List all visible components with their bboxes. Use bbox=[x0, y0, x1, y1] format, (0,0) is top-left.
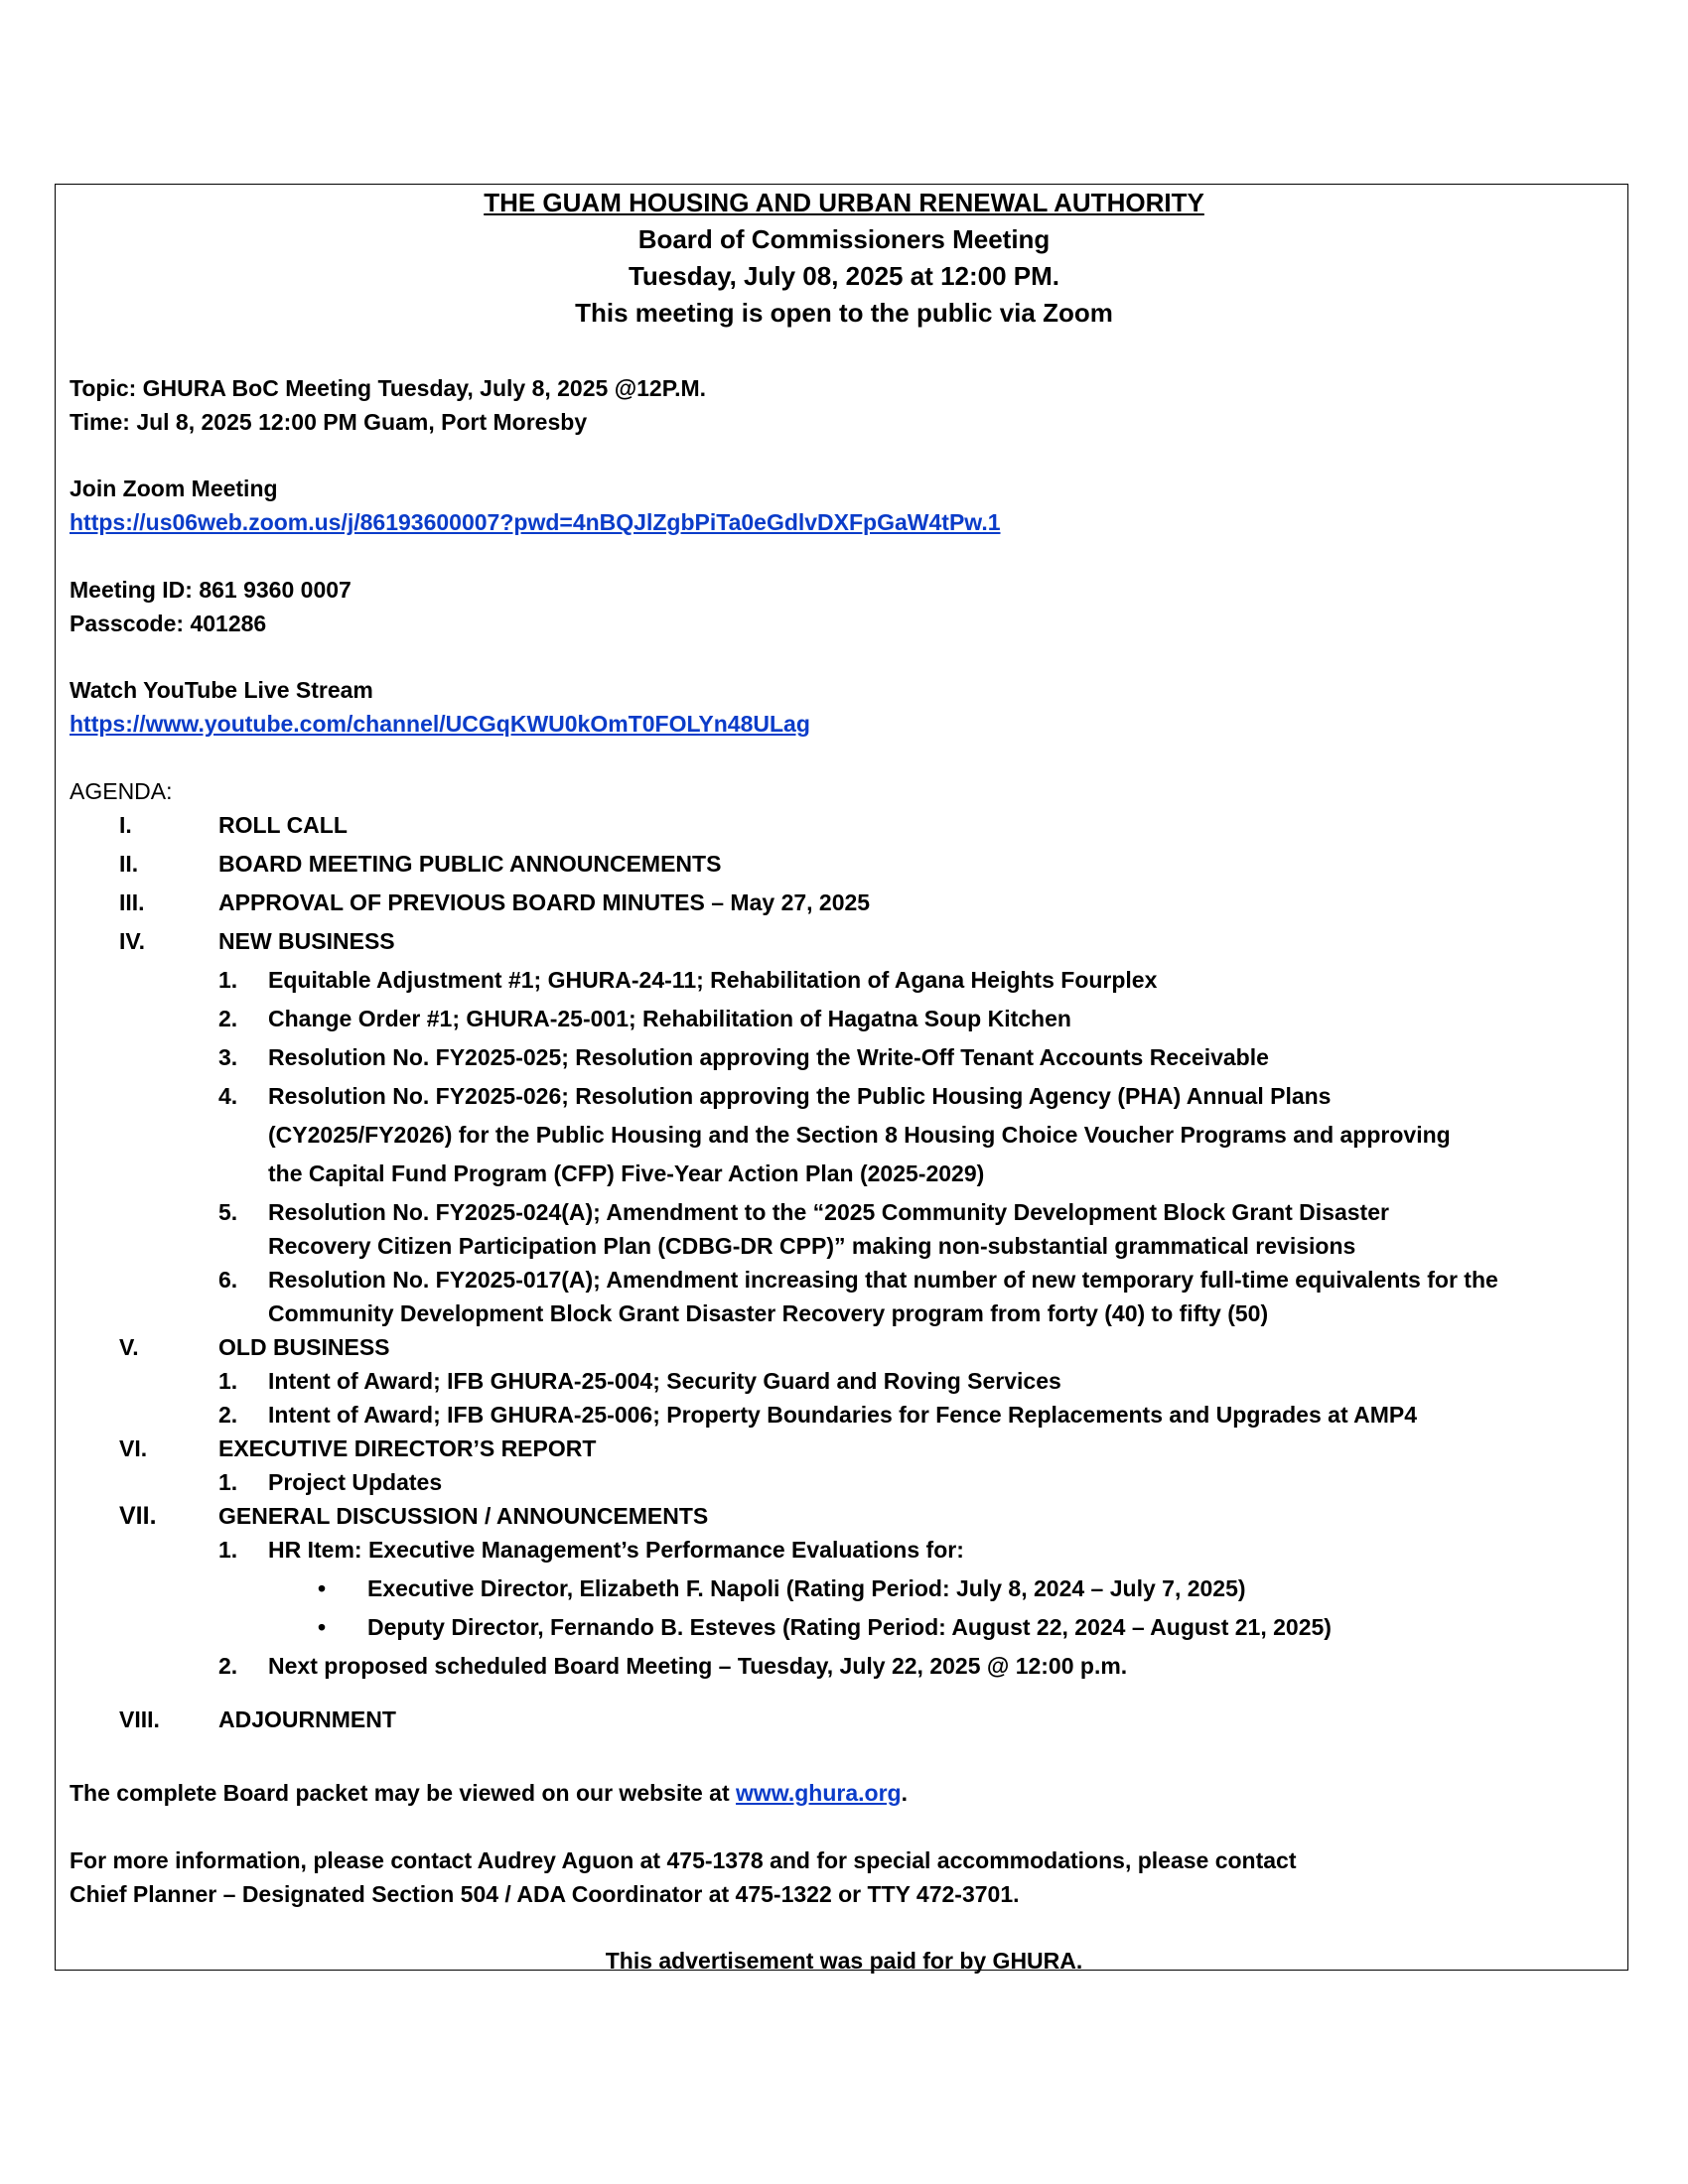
youtube-label: Watch YouTube Live Stream bbox=[70, 677, 373, 703]
general-discussion-subitem-2: Deputy Director, Fernando B. Esteves (Rating Period: August 22, 2024 – August 21, 2025) bbox=[367, 1614, 1332, 1640]
agenda-general-discussion: GENERAL DISCUSSION / ANNOUNCEMENTS bbox=[218, 1503, 709, 1529]
bullet-icon: • bbox=[318, 1575, 327, 1601]
new-business-item-4-line1: Resolution No. FY2025-026; Resolution approving the Public Housing Agency (PHA) Annual Plans bbox=[268, 1083, 1332, 1109]
youtube-link[interactable]: https://www.youtube.com/channel/UCGqKWU0kOmT0FOLYn48ULag bbox=[70, 711, 810, 737]
new-business-num-3: 3. bbox=[218, 1044, 238, 1070]
topic-line: Topic: GHURA BoC Meeting Tuesday, July 8, 2025 @12P.M. bbox=[70, 375, 707, 401]
new-business-item-2: Change Order #1; GHURA-25-001; Rehabilitation of Hagatna Soup Kitchen bbox=[268, 1006, 1071, 1031]
agenda-executive-report: EXECUTIVE DIRECTOR’S REPORT bbox=[218, 1435, 597, 1461]
agenda-old-business: OLD BUSINESS bbox=[218, 1334, 390, 1360]
agenda-num-iii: III. bbox=[119, 889, 145, 915]
new-business-num-6: 6. bbox=[218, 1267, 238, 1293]
time-line: Time: Jul 8, 2025 12:00 PM Guam, Port Moresby bbox=[70, 409, 588, 435]
board-packet-period: . bbox=[901, 1780, 908, 1806]
new-business-num-1: 1. bbox=[218, 967, 238, 993]
agenda-new-business: NEW BUSINESS bbox=[218, 928, 395, 954]
old-business-num-1: 1. bbox=[218, 1368, 238, 1394]
agenda-label: AGENDA: bbox=[70, 778, 173, 804]
new-business-item-1: Equitable Adjustment #1; GHURA-24-11; Rehabilitation of Agana Heights Fourplex bbox=[268, 967, 1158, 993]
meeting-title: Board of Commissioners Meeting bbox=[637, 224, 1051, 254]
old-business-item-1: Intent of Award; IFB GHURA-25-004; Security Guard and Roving Services bbox=[268, 1368, 1061, 1394]
contact-line-2: Chief Planner – Designated Section 504 / ADA Coordinator at 475-1322 or TTY 472-3701. bbox=[70, 1881, 1020, 1907]
meeting-id: Meeting ID: 861 9360 0007 bbox=[70, 577, 352, 603]
agenda-num-vi: VI. bbox=[119, 1435, 148, 1461]
general-discussion-item-1: HR Item: Executive Management’s Performance Evaluations for: bbox=[268, 1537, 964, 1563]
agenda-num-viii: VIII. bbox=[119, 1706, 160, 1732]
old-business-item-2: Intent of Award; IFB GHURA-25-006; Property Boundaries for Fence Replacements and Upgrades at AMP4 bbox=[268, 1402, 1418, 1428]
board-packet-text: The complete Board packet may be viewed on our website at bbox=[70, 1780, 737, 1806]
agenda-adjournment: ADJOURNMENT bbox=[218, 1706, 396, 1732]
notice-border bbox=[55, 184, 1628, 1971]
general-discussion-subitem-1: Executive Director, Elizabeth F. Napoli (Rating Period: July 8, 2024 – July 7, 2025) bbox=[367, 1575, 1246, 1601]
board-packet-note bbox=[70, 1778, 908, 1808]
executive-report-num-1: 1. bbox=[218, 1469, 238, 1495]
old-business-num-2: 2. bbox=[218, 1402, 238, 1428]
new-business-num-2: 2. bbox=[218, 1006, 238, 1031]
new-business-item-4-line3: the Capital Fund Program (CFP) Five-Year Action Plan (2025-2029) bbox=[268, 1160, 985, 1186]
zoom-link[interactable]: https://us06web.zoom.us/j/86193600007?pwd=4nBQJlZgbPiTa0eGdlvDXFpGaW4tPw.1 bbox=[70, 509, 1001, 535]
paid-advertisement-note: This advertisement was paid for by GHURA. bbox=[605, 1948, 1083, 1974]
meeting-datetime: Tuesday, July 08, 2025 at 12:00 PM. bbox=[628, 261, 1060, 291]
agenda-num-i: I. bbox=[119, 812, 132, 838]
agenda-num-vii: VII. bbox=[119, 1502, 157, 1530]
contact-line-1: For more information, please contact Audrey Aguon at 475-1378 and for special accommodations, please contact bbox=[70, 1847, 1297, 1873]
agenda-num-iv: IV. bbox=[119, 928, 146, 954]
new-business-item-6-line1: Resolution No. FY2025-017(A); Amendment increasing that number of new temporary full-time equivalents for the bbox=[268, 1267, 1498, 1293]
new-business-item-5-line2: Recovery Citizen Participation Plan (CDBG-DR CPP)” making non-substantial grammatical revisions bbox=[268, 1233, 1356, 1259]
new-business-num-4: 4. bbox=[218, 1083, 238, 1109]
meeting-open-notice: This meeting is open to the public via Zoom bbox=[575, 298, 1113, 328]
executive-report-item-1: Project Updates bbox=[268, 1469, 443, 1495]
general-discussion-num-2: 2. bbox=[218, 1653, 238, 1679]
agenda-num-v: V. bbox=[119, 1334, 139, 1360]
new-business-num-5: 5. bbox=[218, 1199, 238, 1225]
general-discussion-item-2: Next proposed scheduled Board Meeting – Tuesday, July 22, 2025 @ 12:00 p.m. bbox=[268, 1653, 1128, 1679]
new-business-item-4-line2: (CY2025/FY2026) for the Public Housing and the Section 8 Housing Choice Voucher Programs and approving bbox=[268, 1122, 1451, 1148]
agenda-public-announcements: BOARD MEETING PUBLIC ANNOUNCEMENTS bbox=[218, 851, 722, 877]
new-business-item-5-line1: Resolution No. FY2025-024(A); Amendment to the “2025 Community Development Block Grant Disaster bbox=[268, 1199, 1389, 1225]
agenda-roll-call: ROLL CALL bbox=[218, 812, 348, 838]
ghura-website-link[interactable]: www.ghura.org bbox=[736, 1780, 902, 1806]
passcode: Passcode: 401286 bbox=[70, 611, 267, 636]
new-business-item-3: Resolution No. FY2025-025; Resolution approving the Write-Off Tenant Accounts Receivable bbox=[268, 1044, 1269, 1070]
zoom-label: Join Zoom Meeting bbox=[70, 476, 278, 501]
org-title: THE GUAM HOUSING AND URBAN RENEWAL AUTHORITY bbox=[484, 188, 1204, 217]
agenda-num-ii: II. bbox=[119, 851, 139, 877]
bullet-icon: • bbox=[318, 1614, 327, 1640]
agenda-approval-minutes: APPROVAL OF PREVIOUS BOARD MINUTES – May 27, 2025 bbox=[218, 889, 871, 915]
general-discussion-num-1: 1. bbox=[218, 1537, 238, 1563]
new-business-item-6-line2: Community Development Block Grant Disaster Recovery program from forty (40) to fifty (50) bbox=[268, 1300, 1269, 1326]
